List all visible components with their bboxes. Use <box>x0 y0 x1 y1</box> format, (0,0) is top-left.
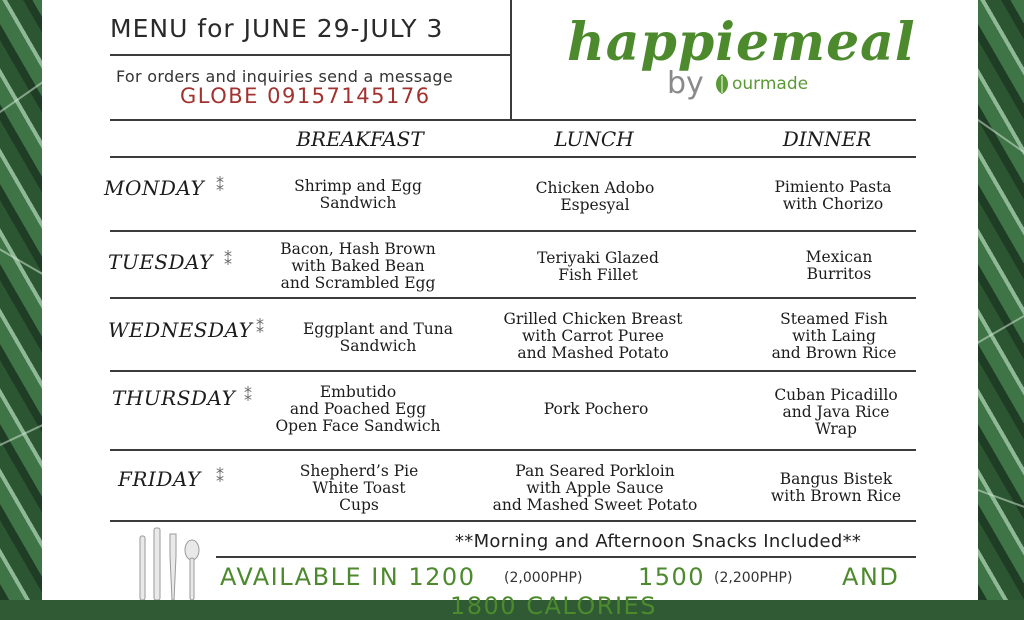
calories-1500: 1500 <box>638 563 706 591</box>
day-label: THURSDAY <box>112 386 236 410</box>
column-header-dinner: DINNER <box>782 127 872 151</box>
table-line <box>110 370 916 372</box>
menu-cell-dinner: Pimiento Pasta with Chorizo <box>774 178 892 213</box>
menu-cell-breakfast: Shepherd’s Pie White Toast Cups <box>299 462 419 514</box>
divider <box>510 0 512 120</box>
menu-title: MENU for JUNE 29-JULY 3 <box>110 14 444 43</box>
right-leaf-background <box>978 0 1024 600</box>
brand-logo: happiemeal <box>567 12 916 73</box>
menu-cell-breakfast: Shrimp and Egg Sandwich <box>294 177 422 212</box>
brand-sub: ourmade <box>732 74 809 94</box>
table-line <box>110 520 916 522</box>
availability-text: AVAILABLE IN 1200 <box>220 563 476 591</box>
menu-cell-breakfast: Eggplant and Tuna Sandwich <box>302 320 454 355</box>
column-header-lunch: LUNCH <box>554 127 634 151</box>
day-label: TUESDAY <box>108 250 213 274</box>
table-line <box>110 156 916 158</box>
price-1200: (2,000PHP) <box>504 570 583 586</box>
table-line <box>110 230 916 232</box>
day-label: FRIDAY <box>118 467 201 491</box>
table-line <box>110 119 916 121</box>
menu-cell-breakfast: Bacon, Hash Brown with Baked Bean and Scrambled Egg <box>280 240 436 292</box>
and-text: AND <box>842 563 900 591</box>
menu-cell-dinner: Bangus Bistek with Brown Rice <box>770 470 902 505</box>
menu-cell-dinner: Mexican Burritos <box>805 248 873 283</box>
menu-cell-lunch: Teriyaki Glazed Fish Fillet <box>537 249 659 284</box>
menu-cell-lunch: Pan Seared Porkloin with Apple Sauce and Mashed Sweet Potato <box>492 462 698 514</box>
menu-sheet <box>42 0 978 620</box>
dagger-icon: ⁑ <box>244 386 252 405</box>
menu-cell-lunch: Chicken Adobo Espesyal <box>535 179 655 214</box>
price-1500: (2,200PHP) <box>714 570 793 586</box>
orders-text: For orders and inquiries send a message <box>116 67 454 86</box>
dagger-icon: ⁑ <box>216 467 224 486</box>
leaf-icon <box>712 72 732 96</box>
table-line <box>110 449 916 451</box>
day-label: WEDNESDAY <box>108 318 253 342</box>
dagger-icon: ⁑ <box>216 176 224 195</box>
cutlery-icon <box>132 526 212 600</box>
menu-cell-dinner: Steamed Fish with Laing and Brown Rice <box>771 310 897 362</box>
dagger-icon: ⁑ <box>224 250 232 269</box>
phone-number: GLOBE 09157145176 <box>180 84 431 108</box>
menu-cell-lunch: Grilled Chicken Breast with Carrot Puree and Mashed Potato <box>503 310 683 362</box>
column-header-breakfast: BREAKFAST <box>296 127 424 151</box>
left-leaf-background <box>0 0 42 600</box>
day-label: MONDAY <box>104 176 205 200</box>
brand-by: by <box>667 66 704 101</box>
dagger-icon: ⁑ <box>256 318 264 337</box>
table-line <box>216 556 916 558</box>
snacks-note: **Morning and Afternoon Snacks Included** <box>455 531 862 552</box>
menu-cell-lunch: Pork Pochero <box>543 400 649 418</box>
menu-cell-dinner: Cuban Picadillo and Java Rice Wrap <box>774 386 898 438</box>
menu-cell-breakfast: Embutido and Poached Egg Open Face Sandwich <box>275 383 441 435</box>
divider <box>110 54 510 56</box>
table-line <box>110 297 916 299</box>
calories-1800-partial: 1800 CALORIES <box>450 592 657 620</box>
